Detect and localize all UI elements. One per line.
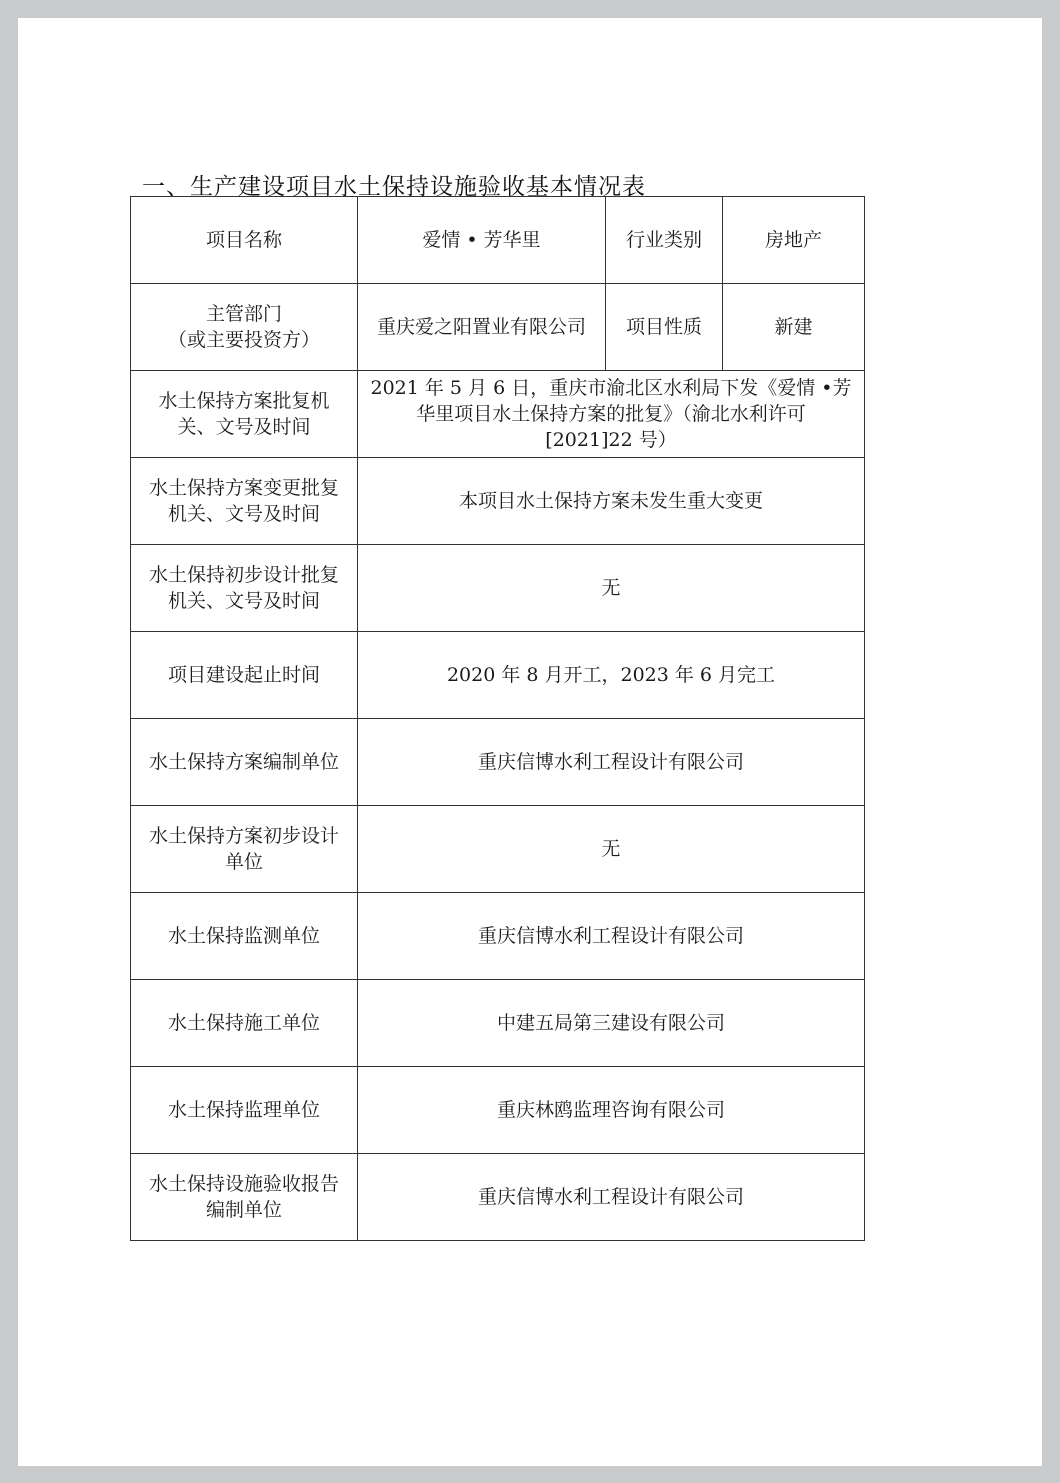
value-department: 重庆爱之阳置业有限公司	[358, 284, 606, 371]
table-row-supervision-unit	[131, 1067, 865, 1154]
label-supervision-unit: 水土保持监理单位	[131, 1067, 358, 1154]
table-row-plan-change	[131, 458, 865, 545]
value-construction-unit: 中建五局第三建设有限公司	[358, 980, 865, 1067]
value-project-nature: 新建	[723, 284, 865, 371]
document-page	[18, 18, 1042, 1466]
table-row-department	[131, 284, 865, 371]
label-department: 主管部门 （或主要投资方）	[131, 284, 358, 371]
table-row-acceptance-report-unit	[131, 1154, 865, 1241]
value-plan-compiler: 重庆信博水利工程设计有限公司	[358, 719, 865, 806]
value-plan-change: 本项目水土保持方案未发生重大变更	[358, 458, 865, 545]
label-monitoring-unit: 水土保持监测单位	[131, 893, 358, 980]
label-plan-approval: 水土保持方案批复机 关、文号及时间	[131, 371, 358, 458]
value-construction-period: 2020 年 8 月开工，2023 年 6 月完工	[358, 632, 865, 719]
value-acceptance-report-unit: 重庆信博水利工程设计有限公司	[358, 1154, 865, 1241]
label-plan-compiler: 水土保持方案编制单位	[131, 719, 358, 806]
label-preliminary-design-unit: 水土保持方案初步设计 单位	[131, 806, 358, 893]
label-industry-type: 行业类别	[606, 197, 723, 284]
table-row-plan-approval	[131, 371, 865, 458]
label-construction-unit: 水土保持施工单位	[131, 980, 358, 1067]
value-supervision-unit: 重庆林鸥监理咨询有限公司	[358, 1067, 865, 1154]
table-row-preliminary-design-approval	[131, 545, 865, 632]
table-row-monitoring-unit	[131, 893, 865, 980]
value-preliminary-design-unit: 无	[358, 806, 865, 893]
value-project-name: 爱情 • 芳华里	[358, 197, 606, 284]
value-industry-type: 房地产	[723, 197, 865, 284]
label-project-nature: 项目性质	[606, 284, 723, 371]
value-preliminary-design-approval: 无	[358, 545, 865, 632]
table-row-plan-compiler	[131, 719, 865, 806]
label-project-name: 项目名称	[131, 197, 358, 284]
label-preliminary-design-approval: 水土保持初步设计批复 机关、文号及时间	[131, 545, 358, 632]
value-plan-approval: 2021 年 5 月 6 日，重庆市渝北区水利局下发《爱情 •芳 华里项目水土保持方案的批复》（渝北水利许可 [2021]22 号）	[358, 371, 865, 458]
table-row-construction-unit	[131, 980, 865, 1067]
table-row-construction-period	[131, 632, 865, 719]
table-row-project-name	[131, 197, 865, 284]
document-title: 一、生产建设项目水土保持设施验收基本情况表	[142, 174, 646, 200]
label-acceptance-report-unit: 水土保持设施验收报告 编制单位	[131, 1154, 358, 1241]
label-plan-change: 水土保持方案变更批复 机关、文号及时间	[131, 458, 358, 545]
label-construction-period: 项目建设起止时间	[131, 632, 358, 719]
table-row-preliminary-design-unit	[131, 806, 865, 893]
basic-info-table	[130, 196, 865, 1241]
value-monitoring-unit: 重庆信博水利工程设计有限公司	[358, 893, 865, 980]
